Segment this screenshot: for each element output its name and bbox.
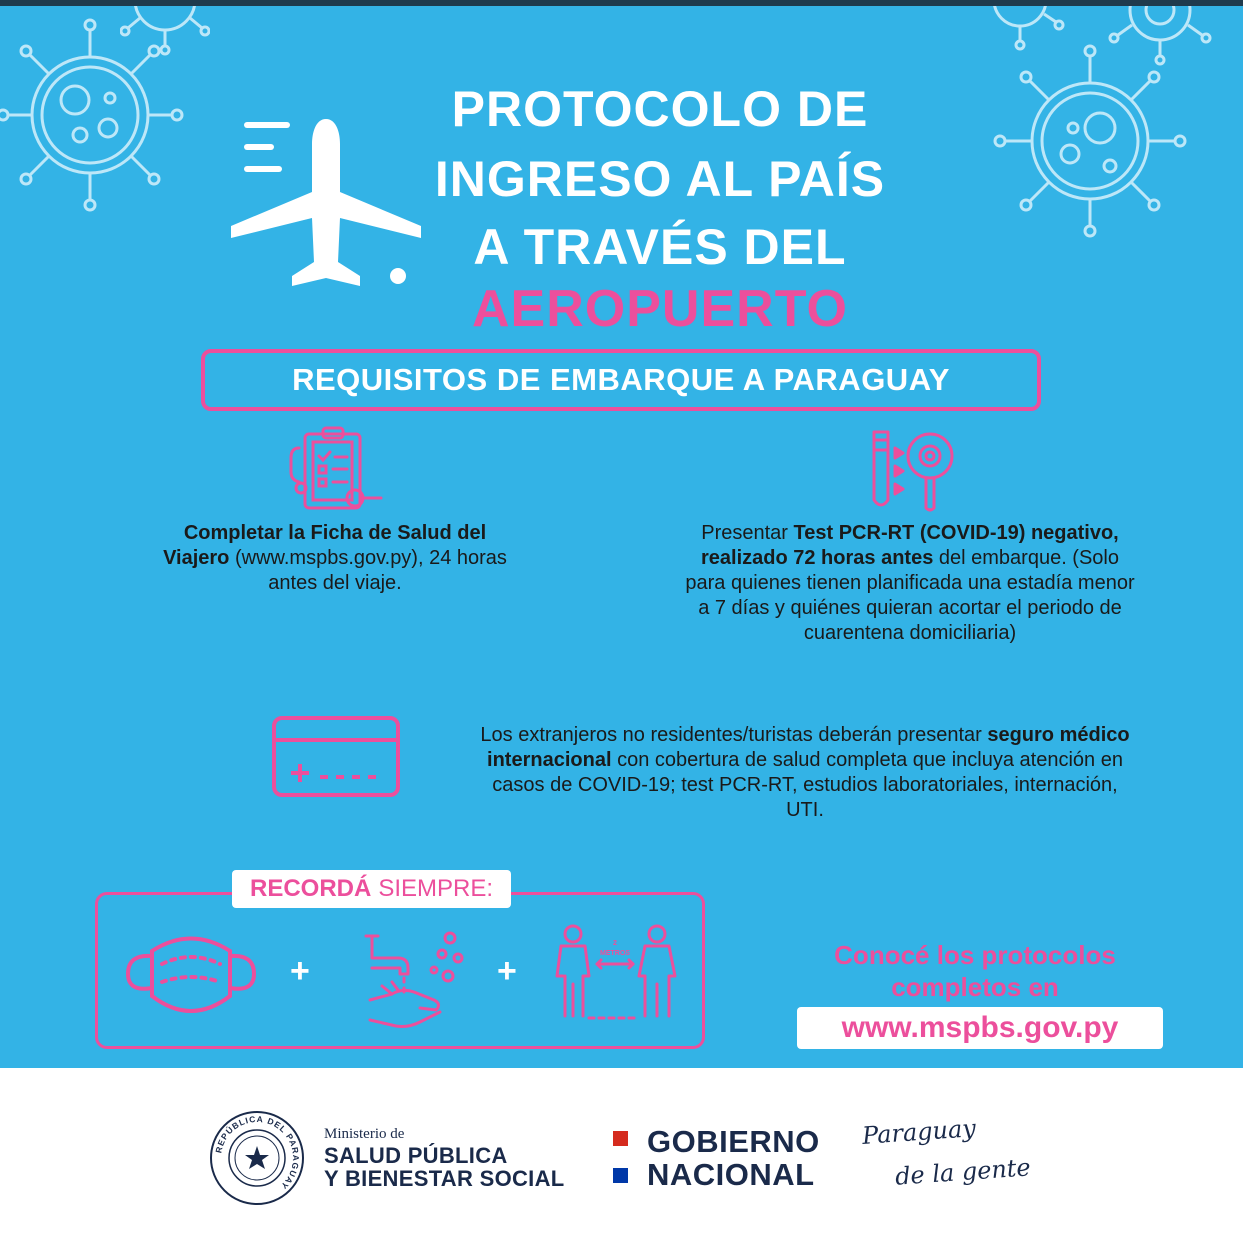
title-line-1: PROTOCOLO DE bbox=[451, 81, 869, 137]
requirement-text-3: Los extranjeros no residentes/turistas deberán presentar seguro médico internacional con cobertura de salud completa que incluya atención en casos de COVID-19; test PCR-RT, estudios laboratoriales, internación, UTI. bbox=[480, 724, 1130, 821]
title-line-2: INGRESO AL PAÍS bbox=[434, 151, 886, 207]
gobierno-line-2: NACIONAL bbox=[647, 1157, 815, 1192]
svg-text:2: 2 bbox=[613, 940, 617, 947]
requirements-heading: REQUISITOS DE EMBARQUE A PARAGUAY bbox=[292, 362, 950, 397]
republic-seal-icon bbox=[209, 1110, 305, 1206]
footer bbox=[0, 1068, 1243, 1248]
title-line-4: AEROPUERTO bbox=[472, 280, 848, 338]
insurance-card-icon bbox=[270, 714, 402, 799]
test-tube-magnifier-icon bbox=[868, 426, 958, 512]
slogan-line-2: de la gente bbox=[894, 1153, 1032, 1191]
requirements-heading-box bbox=[201, 349, 1041, 411]
cta-line-2: completos en bbox=[891, 972, 1059, 1002]
requirement-text-2: Presentar Test PCR-RT (COVID-19) negativo, realizado 72 horas antes del embarque. (Solo para quienes tienen planificada una estadía menor a 7 días y quiénes quieran acortar el periodo de cuarentena domiciliaria) bbox=[685, 522, 1135, 644]
slogan-line-1: Paraguay bbox=[861, 1114, 977, 1150]
virus-icon bbox=[960, 6, 1243, 70]
title-line-3: A TRAVÉS DEL bbox=[473, 219, 847, 275]
virus-icon bbox=[120, 6, 210, 60]
gobierno-line-1: GOBIERNO bbox=[647, 1124, 820, 1159]
plus-sign: + bbox=[497, 952, 517, 990]
social-distance-icon bbox=[553, 924, 683, 1024]
cta-line-1: Conocé los protocolos bbox=[834, 940, 1116, 970]
ministry-small-label: Ministerio de bbox=[324, 1126, 405, 1142]
face-mask-icon bbox=[122, 926, 260, 1026]
flag-blue-square bbox=[613, 1168, 628, 1183]
plus-sign: + bbox=[290, 952, 310, 990]
hand-washing-icon bbox=[362, 928, 472, 1032]
website-link[interactable]: www.mspbs.gov.py bbox=[797, 1007, 1163, 1049]
ministry-line-1: SALUD PÚBLICA bbox=[324, 1143, 508, 1168]
remember-label: RECORDÁ SIEMPRE: bbox=[232, 870, 511, 908]
clipboard-icon bbox=[283, 426, 388, 512]
svg-text:METROS: METROS bbox=[600, 950, 630, 957]
poster bbox=[0, 6, 1243, 1068]
requirement-text-1: Completar la Ficha de Salud del Viajero (www.mspbs.gov.py), 24 horas antes del viaje. bbox=[163, 522, 507, 594]
ministry-line-2: Y BIENESTAR SOCIAL bbox=[324, 1166, 565, 1191]
svg-text:REPÚBLICA DEL PARAGUAY: REPÚBLICA DEL PARAGUAY bbox=[213, 1113, 302, 1192]
flag-red-square bbox=[613, 1131, 628, 1146]
